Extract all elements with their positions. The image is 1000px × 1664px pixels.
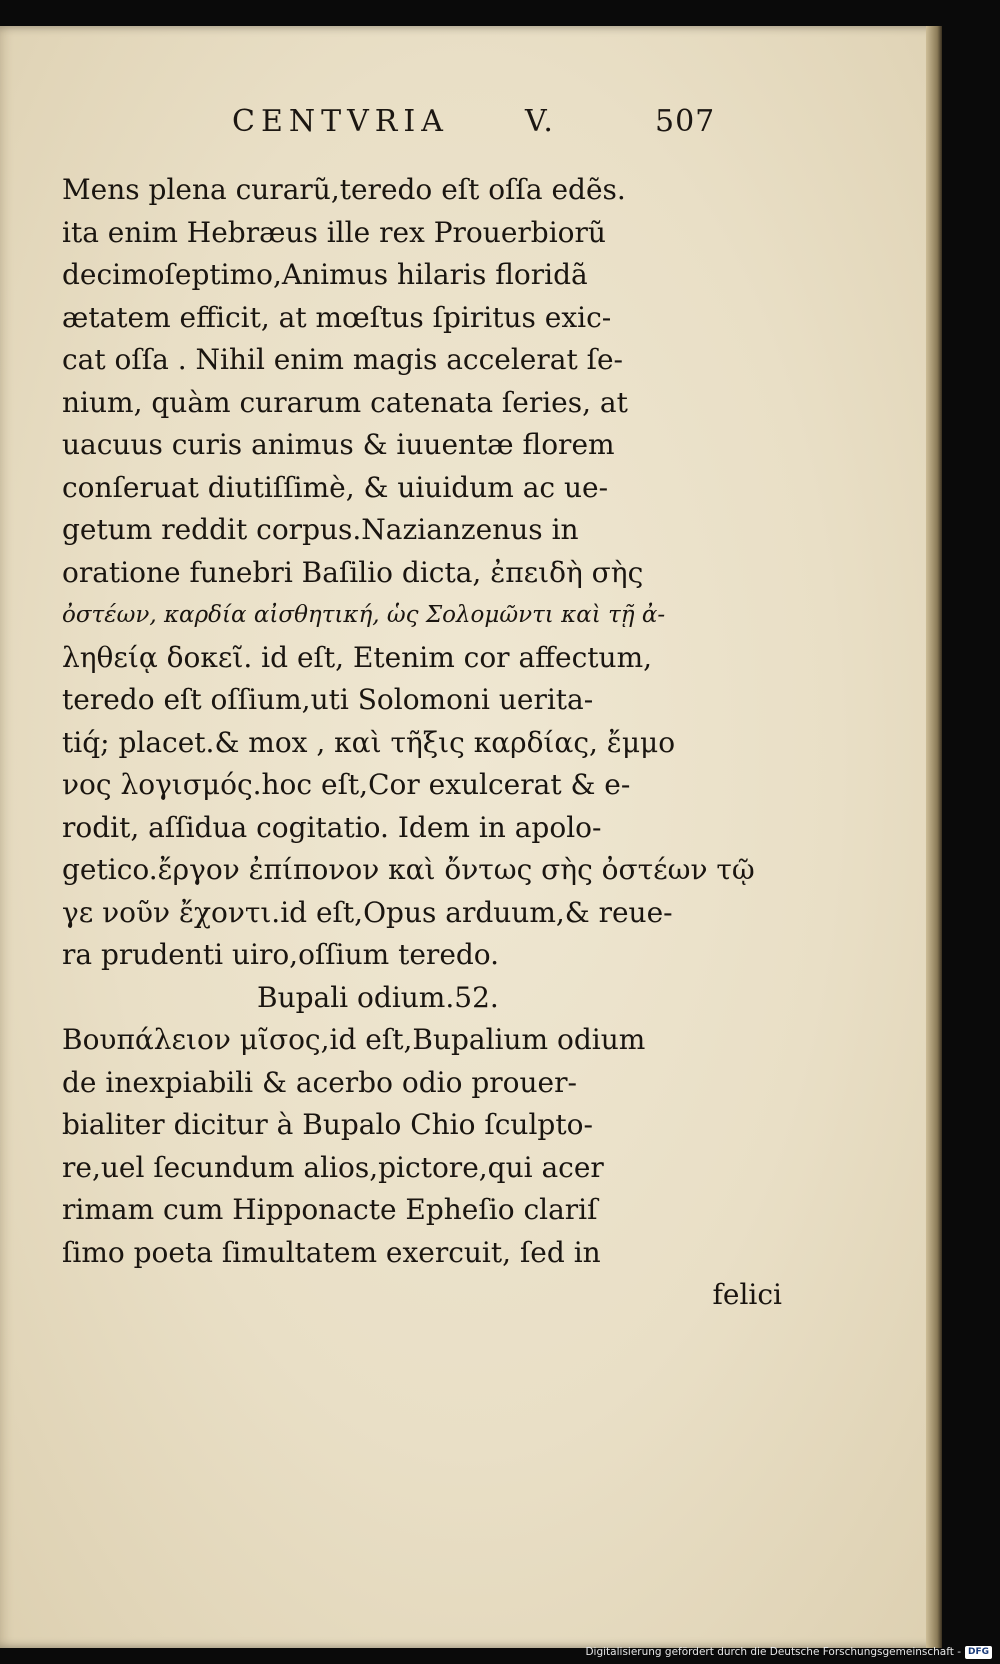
text-line: rodit, aſſidua cogitatio. Idem in apolo- [62,810,602,844]
digitization-credit [585,1643,992,1661]
text-line: re,uel ſecundum alios,pictore,qui acer [62,1150,604,1184]
running-head-volume: V. [525,104,555,139]
page-edge [926,26,942,1648]
page-body-text [62,169,782,1317]
text-line: getico.ἔργον ἐπίπονον καὶ ὄντως σὴς ὀστέων τῷ [62,853,755,886]
text-line: teredo eſt oſſium,uti Solomoni uerita- [62,683,594,716]
text-line: νος λογισμός.hoc eſt,Cor exulcerat & e- [62,768,631,801]
text-line: oratione funebri Baſilio dicta, ἐπειδὴ σὴς [62,555,644,589]
text-line: ita enim Hebræus ille rex Prouerbiorũ [62,215,606,249]
text-line: rimam cum Hipponacte Epheſio clariſ [62,1193,598,1226]
credit-text: Digitalisierung gefördert durch die Deutsche Forschungsgemeinschaft - [585,1646,961,1658]
text-line: ληθείᾳ δοκεῖ. id eſt, Etenim cor affectum, [62,640,653,674]
text-line: cat oſſa . Nihil enim magis accelerat ſe- [62,343,623,376]
text-line: conſeruat diutiſſimè, & uiuidum ac ue- [62,470,609,504]
text-line: nium, quàm curarum catenata ſeries, at [62,385,628,419]
text-line: Mens plena curarũ,teredo eſt oſſa edẽs. [62,173,626,206]
text-line: ſimo poeta ſimultatem exercuit, ſed in [62,1235,601,1269]
book-page [0,26,942,1648]
page-number: 507 [655,104,716,139]
text-line: Βουπάλειον μῖσος,id eſt,Bupalium odium [62,1023,646,1056]
section-heading: Bupali odium.52. [257,980,499,1014]
text-line: γε νοῦν ἔχοντι.id eſt,Opus arduum,& reue- [62,895,673,929]
text-line: decimoſeptimo,Animus hilaris floridã [62,258,588,291]
text-line: getum reddit corpus.Nazianzenus in [62,513,579,546]
text-line: ætatem efficit, at mœſtus ſpiritus exic- [62,300,612,334]
running-head-title: CENTVRIA [232,104,449,139]
running-head [0,102,942,142]
text-line: de inexpiabili & acerbo odio prouer- [62,1065,577,1099]
text-line: uacuus curis animus & iuuentæ florem [62,428,615,461]
text-line: ra prudenti uiro,oſſium teredo. [62,938,500,971]
catchword: felici [712,1278,782,1311]
text-line: bialiter dicitur à Bupalo Chio ſculpto- [62,1108,593,1141]
text-line: tiq́; placet.& mox , καὶ τῆξις καρδίας, ἔμμο [62,725,676,759]
dfg-logo: DFG [965,1646,992,1659]
text-line: ὀστέων, καρδία αἰσθητική, ὡς Σολομῶντι καὶ τῇ ἀ- [62,602,666,628]
